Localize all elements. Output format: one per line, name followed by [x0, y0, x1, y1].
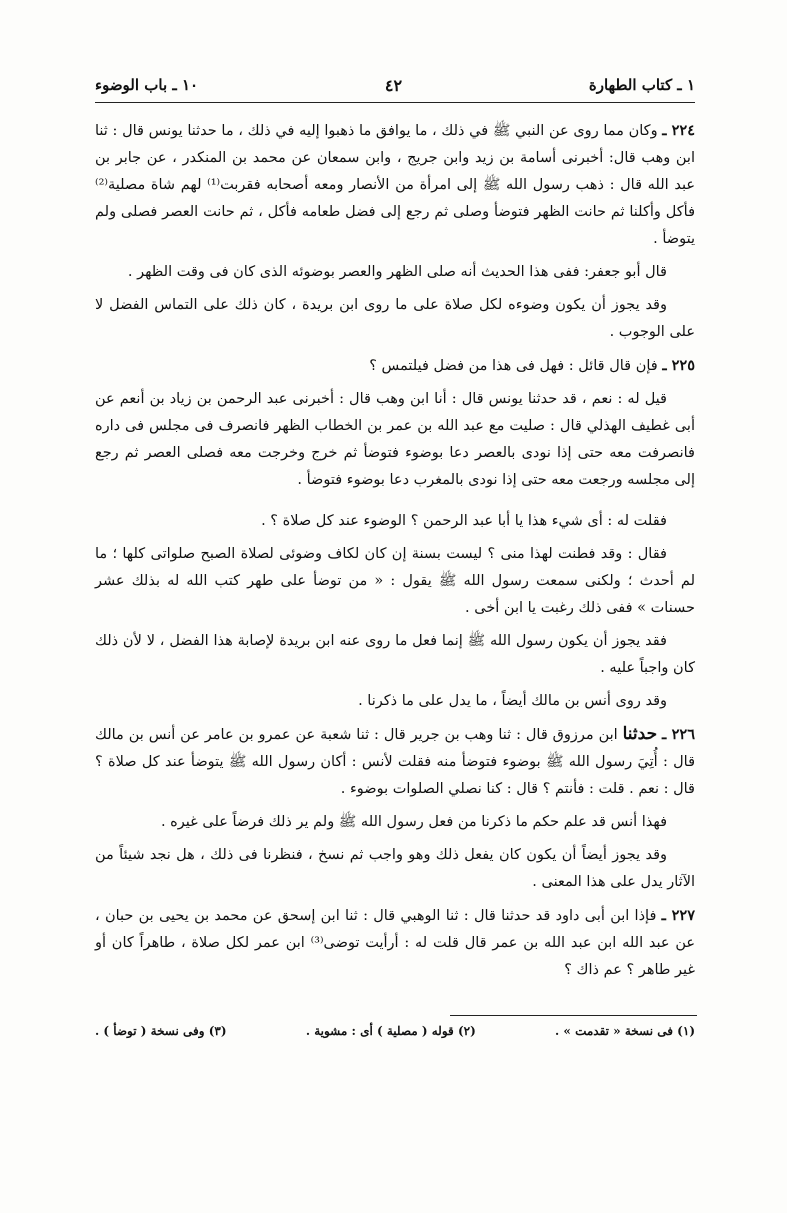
commentary-paragraph: فقال : وقد فطنت لهذا منى ؟ ليست بسنة إن كان لكاف وضوئى لصلاة الصبح صلواتى كلها ؛ ما لم أحدث ؛ ولكنى سمعت رسول الله ﷺ يقول : « من توضأ على طهر كتب الله له بذلك عشر حسنات » ففى ذلك رغبت يا ابن أخى . [95, 546, 695, 616]
hadith-paragraph: ٢٢٦ ـ حدثنا ابن مرزوق قال : ثنا وهب بن جرير قال : ثنا شعبة عن عمرو بن عامر عن أنس بن مالك قال : أُتِيَ رسول الله ﷺ بوضوء فتوضأ منه فقلت لأنس : أكان رسول الله ﷺ يتوضأ عند كل صلاة ؟ قال : نعم . قلت : فأنتم ؟ قال : كنا نصلي الصلوات بوضوء . [95, 724, 696, 797]
page-number: ٤٢ [384, 75, 403, 95]
hadith-number: ٢٢٥ ـ [662, 357, 695, 374]
footnote-1: (١) فى نسخة « تقدمت » . [555, 1024, 695, 1038]
commentary-paragraph: قيل له : نعم ، قد حدثنا يونس قال : أنا ابن وهب قال : أخبرنى عبد الرحمن بن زياد بن أنعم عن أبى غطيف الهذلي قال : صليت مع عبد الله بن عمر بن الخطاب الظهر فانصرف فى مجلس فى داره فانصرفت معه حتى إذا نودى بالعصر دعا بوضوء فتوضأ ثم خرج وخرجت معه فصلى العصر ثم رجع إلى مجلسه ورجعت معه حتى إذا نودى بالمغرب دعا بوضوء فتوضأ . [95, 391, 695, 488]
commentary-paragraph: وقد يجوز أيضاً أن يكون كان يفعل ذلك وهو واجب ثم نسخ ، فنظرنا فى ذلك ، هل نجد شيئاً من الآثار يدل على هذا المعنى . [95, 847, 695, 890]
footnote-rule [450, 1015, 697, 1016]
hadith-paragraph: ٢٢٧ ـ فإذا ابن أبى داود قد حدثنا قال : ثنا الوهبي قال : ثنا ابن إسحق عن محمد بن يحيى بن حبان ، عن عبد الله ابن عبد الله بن عمر قال قلت له : أرأيت توضى⁽³⁾ ابن عمر لكل صلاة ، طاهراً كان أو غير طاهر ؟ عم ذاك ؟ [95, 907, 696, 978]
footnote-3: (٣) وفى نسخة ( توضأ ) . [95, 1024, 227, 1038]
haddathana-word: حدثنا [622, 724, 658, 744]
footnotes [95, 1024, 695, 1038]
running-header [95, 72, 695, 103]
page [95, 72, 695, 990]
footnote-2: (٢) قوله ( مصلية ) أى : مشوية . [305, 1024, 476, 1038]
hadith-number: ٢٢٧ ـ [661, 907, 695, 924]
hadith-number: ٢٢٦ ـ [662, 726, 696, 743]
commentary-paragraph: قال أبو جعفر: ففى هذا الحديث أنه صلى الظهر والعصر بوضوئه الذى كان فى وقت الظهر . [127, 264, 667, 280]
commentary-paragraph: فقد يجوز أن يكون رسول الله ﷺ إنما فعل ما روى عنه ابن بريدة لإصابة هذا الفضل ، لا لأن ذلك كان واجباً عليه . [95, 633, 695, 676]
commentary-paragraph: فهذا أنس قد علم حكم ما ذكرنا من فعل رسول الله ﷺ ولم ير ذلك فرضاً على غيره . [160, 814, 667, 830]
hadith-paragraph: ٢٢٤ ـ وكان مما روى عن النبي ﷺ في ذلك ، ما يوافق ما ذهبوا إليه في ذلك ، ما حدثنا يونس قال : ثنا ابن وهب قال: أخبرنى أسامة بن زيد وابن جريج ، وابن سمعان عن محمد بن المنكدر ، عن جابر بن عبد الله قال : ذهب رسول الله ﷺ إلى امرأة من الأنصار ومعه أصحابه فقربت⁽¹⁾ لهم شاة مصلية⁽²⁾ فأكل وأكلنا ثم حانت الظهر فتوضأ وصلى ثم رجع إلى فضل طعامه فأكل ، ثم حانت العصر فصلى ولم يتوضأ . [95, 122, 696, 247]
hadith-paragraph: ٢٢٥ ـ فإن قال قائل : فهل فى هذا من فضل فيلتمس ؟ [369, 357, 695, 374]
header-book-title: ١ ـ كتاب الطهارة [588, 76, 695, 94]
commentary-paragraph: وقد يجوز أن يكون وضوءه لكل صلاة على ما روى ابن بريدة ، كان ذلك على التماس الفضل لا على الوجوب . [95, 297, 695, 340]
commentary-paragraph: وقد روى أنس بن مالك أيضاً ، ما يدل على ما ذكرنا . [358, 693, 667, 709]
body-text [95, 117, 695, 984]
header-chapter-title: ١٠ ـ باب الوضوء [95, 76, 199, 94]
hadith-number: ٢٢٤ ـ [662, 122, 696, 139]
commentary-paragraph: فقلت له : أى شيء هذا يا أبا عبد الرحمن ؟ الوضوء عند كل صلاة ؟ . [261, 513, 667, 529]
